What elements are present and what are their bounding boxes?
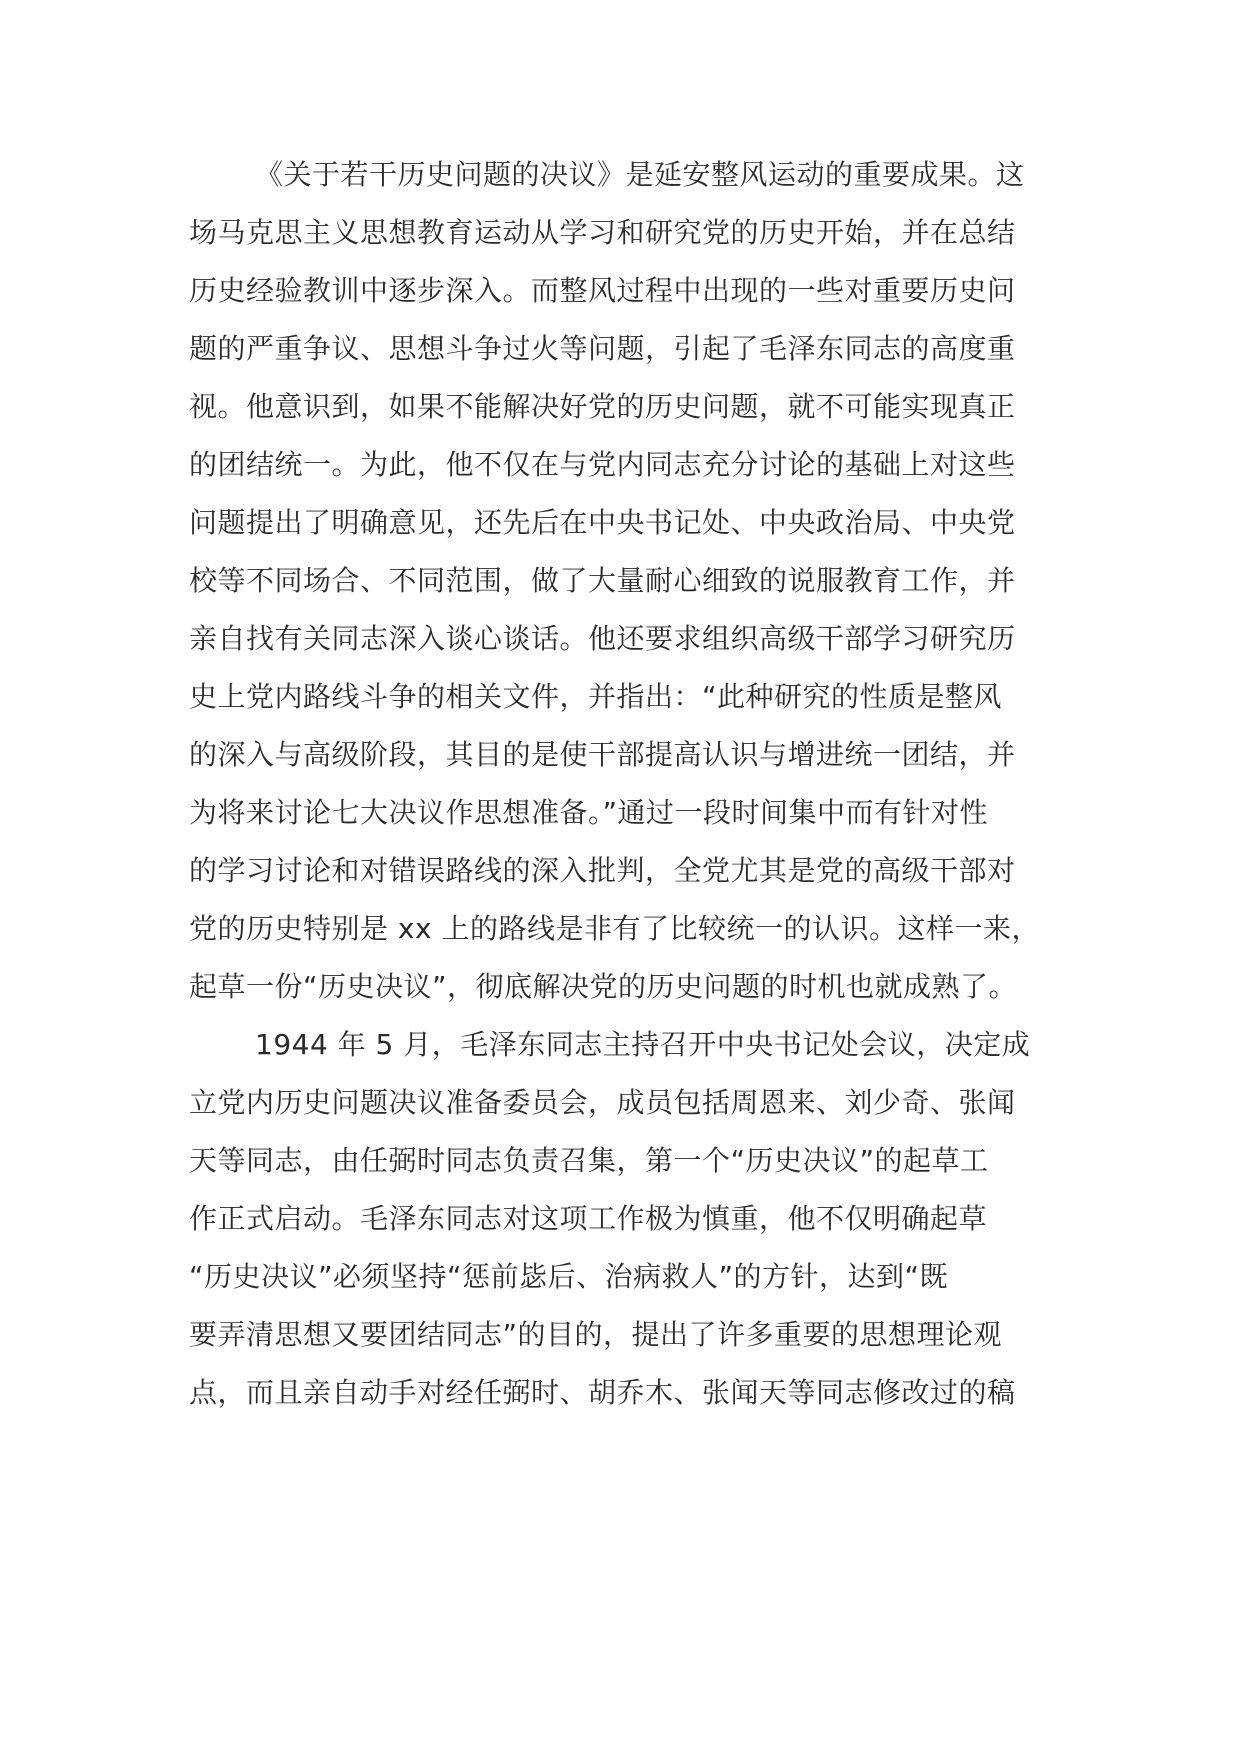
paragraph-1-line-1: 《关于若干历史问题的决议》是延安整风运动的重要成果。这 [255,158,1025,191]
paragraph-1-line-4: 题的严重争议、思想斗争过火等问题，引起了毛泽东同志的高度重 [189,332,1016,365]
paragraph-1-line-13: 的学习讨论和对错误路线的深入批判，全党尤其是党的高级干部对 [189,854,1016,887]
paragraph-1-line-7: 问题提出了明确意见，还先后在中央书记处、中央政治局、中央党 [189,506,1016,539]
paragraph-2-line-5: “历史决议”必须坚持“惩前毖后、治病救人”的方针，达到“既 [189,1260,949,1293]
paragraph-1-line-11: 的深入与高级阶段，其目的是使干部提高认识与增进统一团结，并 [189,738,1016,771]
paragraph-1-line-8: 校等不同场合、不同范围，做了大量耐心细致的说服教育工作，并 [189,564,1016,597]
paragraph-1-line-3: 历史经验教训中逐步深入。而整风过程中出现的一些对重要历史问 [189,274,1016,307]
paragraph-1-line-6: 的团结统一。为此，他不仅在与党内同志充分讨论的基础上对这些 [189,448,1016,481]
paragraph-1-line-5: 视。他意识到，如果不能解决好党的历史问题，就不可能实现真正 [189,390,1016,423]
paragraph-2-line-1: 1944 年 5 月，毛泽东同志主持召开中央书记处会议，决定成 [255,1028,1031,1061]
paragraph-1-line-12: 为将来讨论七大决议作思想准备。”通过一段时间集中而有针对性 [189,796,989,829]
paragraph-1-line-10: 史上党内路线斗争的相关文件，并指出：“此种研究的性质是整风 [189,680,1003,713]
paragraph-2-line-2: 立党内历史问题决议准备委员会，成员包括周恩来、刘少奇、张闻 [189,1086,1016,1119]
paragraph-1-line-15: 起草一份“历史决议”，彻底解决党的历史问题的时机也就成熟了。 [189,970,1018,1003]
paragraph-2-line-6: 要弄清思想又要团结同志”的目的，提出了许多重要的思想理论观 [189,1318,1003,1351]
paragraph-2-line-7: 点，而且亲自动手对经任弼时、胡乔木、张闻天等同志修改过的稿 [189,1376,1016,1409]
paragraph-1-line-9: 亲自找有关同志深入谈心谈话。他还要求组织高级干部学习研究历 [189,622,1016,655]
paragraph-2-line-3: 天等同志，由任弼时同志负责召集，第一个“历史决议”的起草工 [189,1144,989,1177]
paragraph-1-line-14: 党的历史特别是 xx 上的路线是非有了比较统一的认识。这样一来， [189,912,1040,945]
paragraph-1-line-2: 场马克思主义思想教育运动从学习和研究党的历史开始，并在总结 [189,216,1016,249]
paragraph-2-line-4: 作正式启动。毛泽东同志对这项工作极为慎重，他不仅明确起草 [189,1202,988,1235]
